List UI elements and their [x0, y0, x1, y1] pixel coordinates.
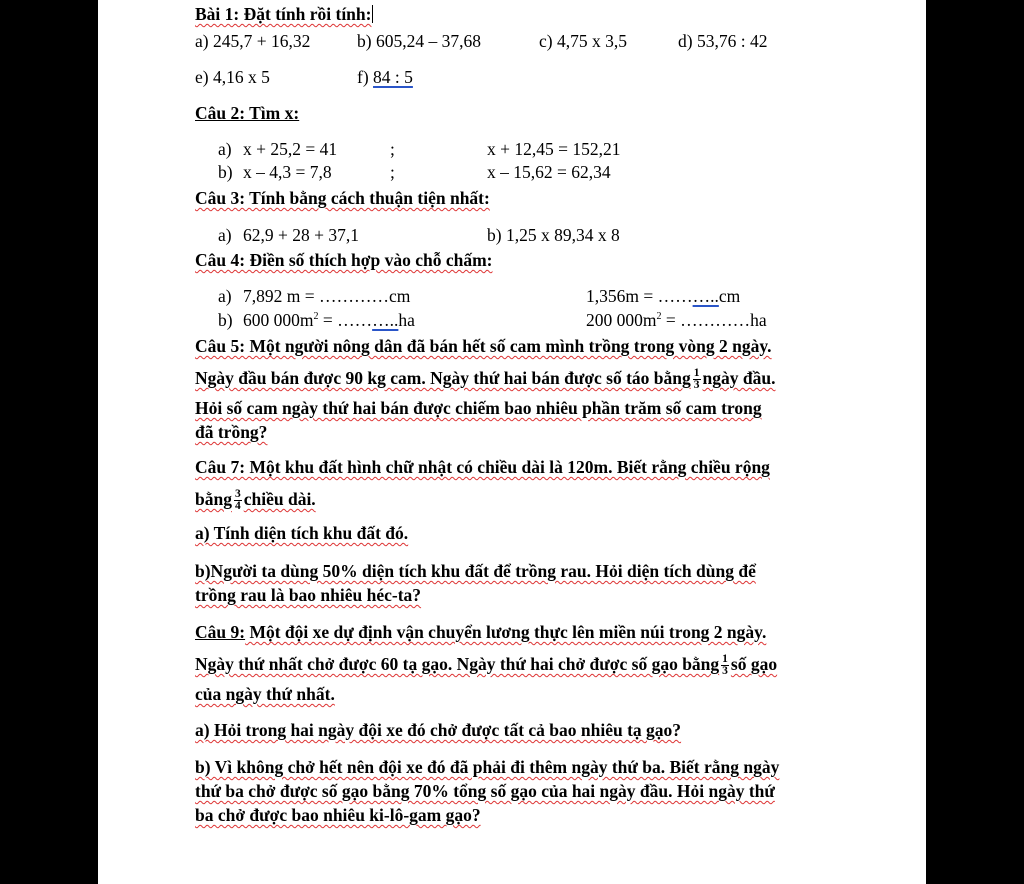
cau2-b-left: x – 4,3 = 7,8 — [243, 162, 332, 182]
bai1-title: Bài 1: Đặt tính rồi tính: — [195, 4, 372, 24]
bai1-item-a: a) 245,7 + 16,32 — [195, 31, 311, 51]
fraction-one-third: $\frac{1}{3}$ — [722, 653, 728, 678]
cau3-b: b) 1,25 x 89,34 x 8 — [487, 225, 620, 245]
cau2-title: Câu 2: Tìm x: — [195, 103, 300, 123]
bai1-item-e: e) 4,16 x 5 — [195, 67, 270, 87]
bai1-item-c: c) 4,75 x 3,5 — [539, 31, 627, 51]
cau2-b-sep: ; — [390, 162, 395, 182]
bai1-item-b: b) 605,24 – 37,68 — [357, 31, 481, 51]
cau9-line1: Câu 9: Một đội xe dự định vận chuyển lương thực lên miền núi trong 2 ngày. — [195, 622, 767, 642]
cau2-b-right: x – 15,62 = 62,34 — [487, 162, 611, 182]
cau3-title: Câu 3: Tính bằng cách thuận tiện nhất: — [195, 188, 490, 208]
cau4-b-right: 200 $000m^2$ = …………ha — [586, 310, 767, 330]
cau7-line1: Câu 7: Một khu đất hình chữ nhật có chiều dài là 120m. Biết rằng chiều rộng — [195, 457, 770, 477]
bai1-item-d: d) 53,76 : 42 — [678, 31, 768, 51]
cau9-b-line3: ba chở được bao nhiêu ki-lô-gam gạo? — [195, 805, 481, 825]
cau4-b-label: b) — [218, 310, 233, 330]
cau9-line2: Ngày thứ nhất chở được 60 tạ gạo. Ngày thứ hai chở được số gạo bằng $\frac{1}{3}$ số gạo — [195, 653, 778, 678]
fraction-one-third: $\frac{1}{3}$ — [693, 367, 700, 392]
cau2-a-left: x + 25,2 = 41 — [243, 139, 338, 159]
cau3-a-label: a) — [218, 225, 232, 245]
bai1-item-f: f) 84 : 5 — [357, 67, 413, 87]
cau5-line2: Ngày đầu bán được 90 kg cam. Ngày thứ hai bán được số táo bằng $\frac{1}{3}$ ngày đầu. — [195, 367, 776, 392]
cau4-title: Câu 4: Điền số thích hợp vào chỗ chấm: — [195, 250, 493, 270]
fraction-three-quarters: $\frac{3}{4}$ — [234, 488, 241, 513]
cau4-a-label: a) — [218, 286, 232, 306]
cau7-a: a) Tính diện tích khu đất đó. — [195, 523, 409, 543]
cau9-a: a) Hỏi trong hai ngày đội xe đó chở được tất cả bao nhiêu tạ gạo? — [195, 720, 682, 740]
cau9-b-line1: b) Vì không chở hết nên đội xe đó đã phải đi thêm ngày thứ ba. Biết rằng ngày — [195, 757, 780, 777]
cau5-line1: Câu 5: Một người nông dân đã bán hết số cam mình trồng trong vòng 2 ngày. — [195, 336, 772, 356]
cau7-line2: bằng $\frac{3}{4}$ chiều dài. — [195, 488, 316, 513]
cau2-a-right: x + 12,45 = 152,21 — [487, 139, 621, 159]
cau9-b-line2: thứ ba chở được số gạo bằng 70% tổng số gạo của hai ngày đầu. Hỏi ngày thứ — [195, 781, 775, 801]
text-cursor — [372, 5, 373, 23]
cau4-a-left: 7,892 m = …………cm — [243, 286, 411, 306]
cau2-a-label: a) — [218, 139, 232, 159]
cau4-a-right: 1,356m = ………..cm — [586, 286, 741, 306]
cau2-a-sep: ; — [390, 139, 395, 159]
cau7-b-line1: b)Người ta dùng 50% diện tích khu đất để trồng rau. Hỏi diện tích dùng để — [195, 561, 756, 581]
cau4-b-left: 600 $000m^2$ = ………..ha — [243, 310, 415, 330]
cau2-b-label: b) — [218, 162, 233, 182]
cau3-a: 62,9 + 28 + 37,1 — [243, 225, 359, 245]
cau9-line3: của ngày thứ nhất. — [195, 684, 335, 704]
cau5-line4: đã trồng? — [195, 422, 268, 442]
cau5-line3: Hỏi số cam ngày thứ hai bán được chiếm bao nhiêu phần trăm số cam trong — [195, 398, 762, 418]
cau7-b-line2: trồng rau là bao nhiêu héc-ta? — [195, 585, 422, 605]
